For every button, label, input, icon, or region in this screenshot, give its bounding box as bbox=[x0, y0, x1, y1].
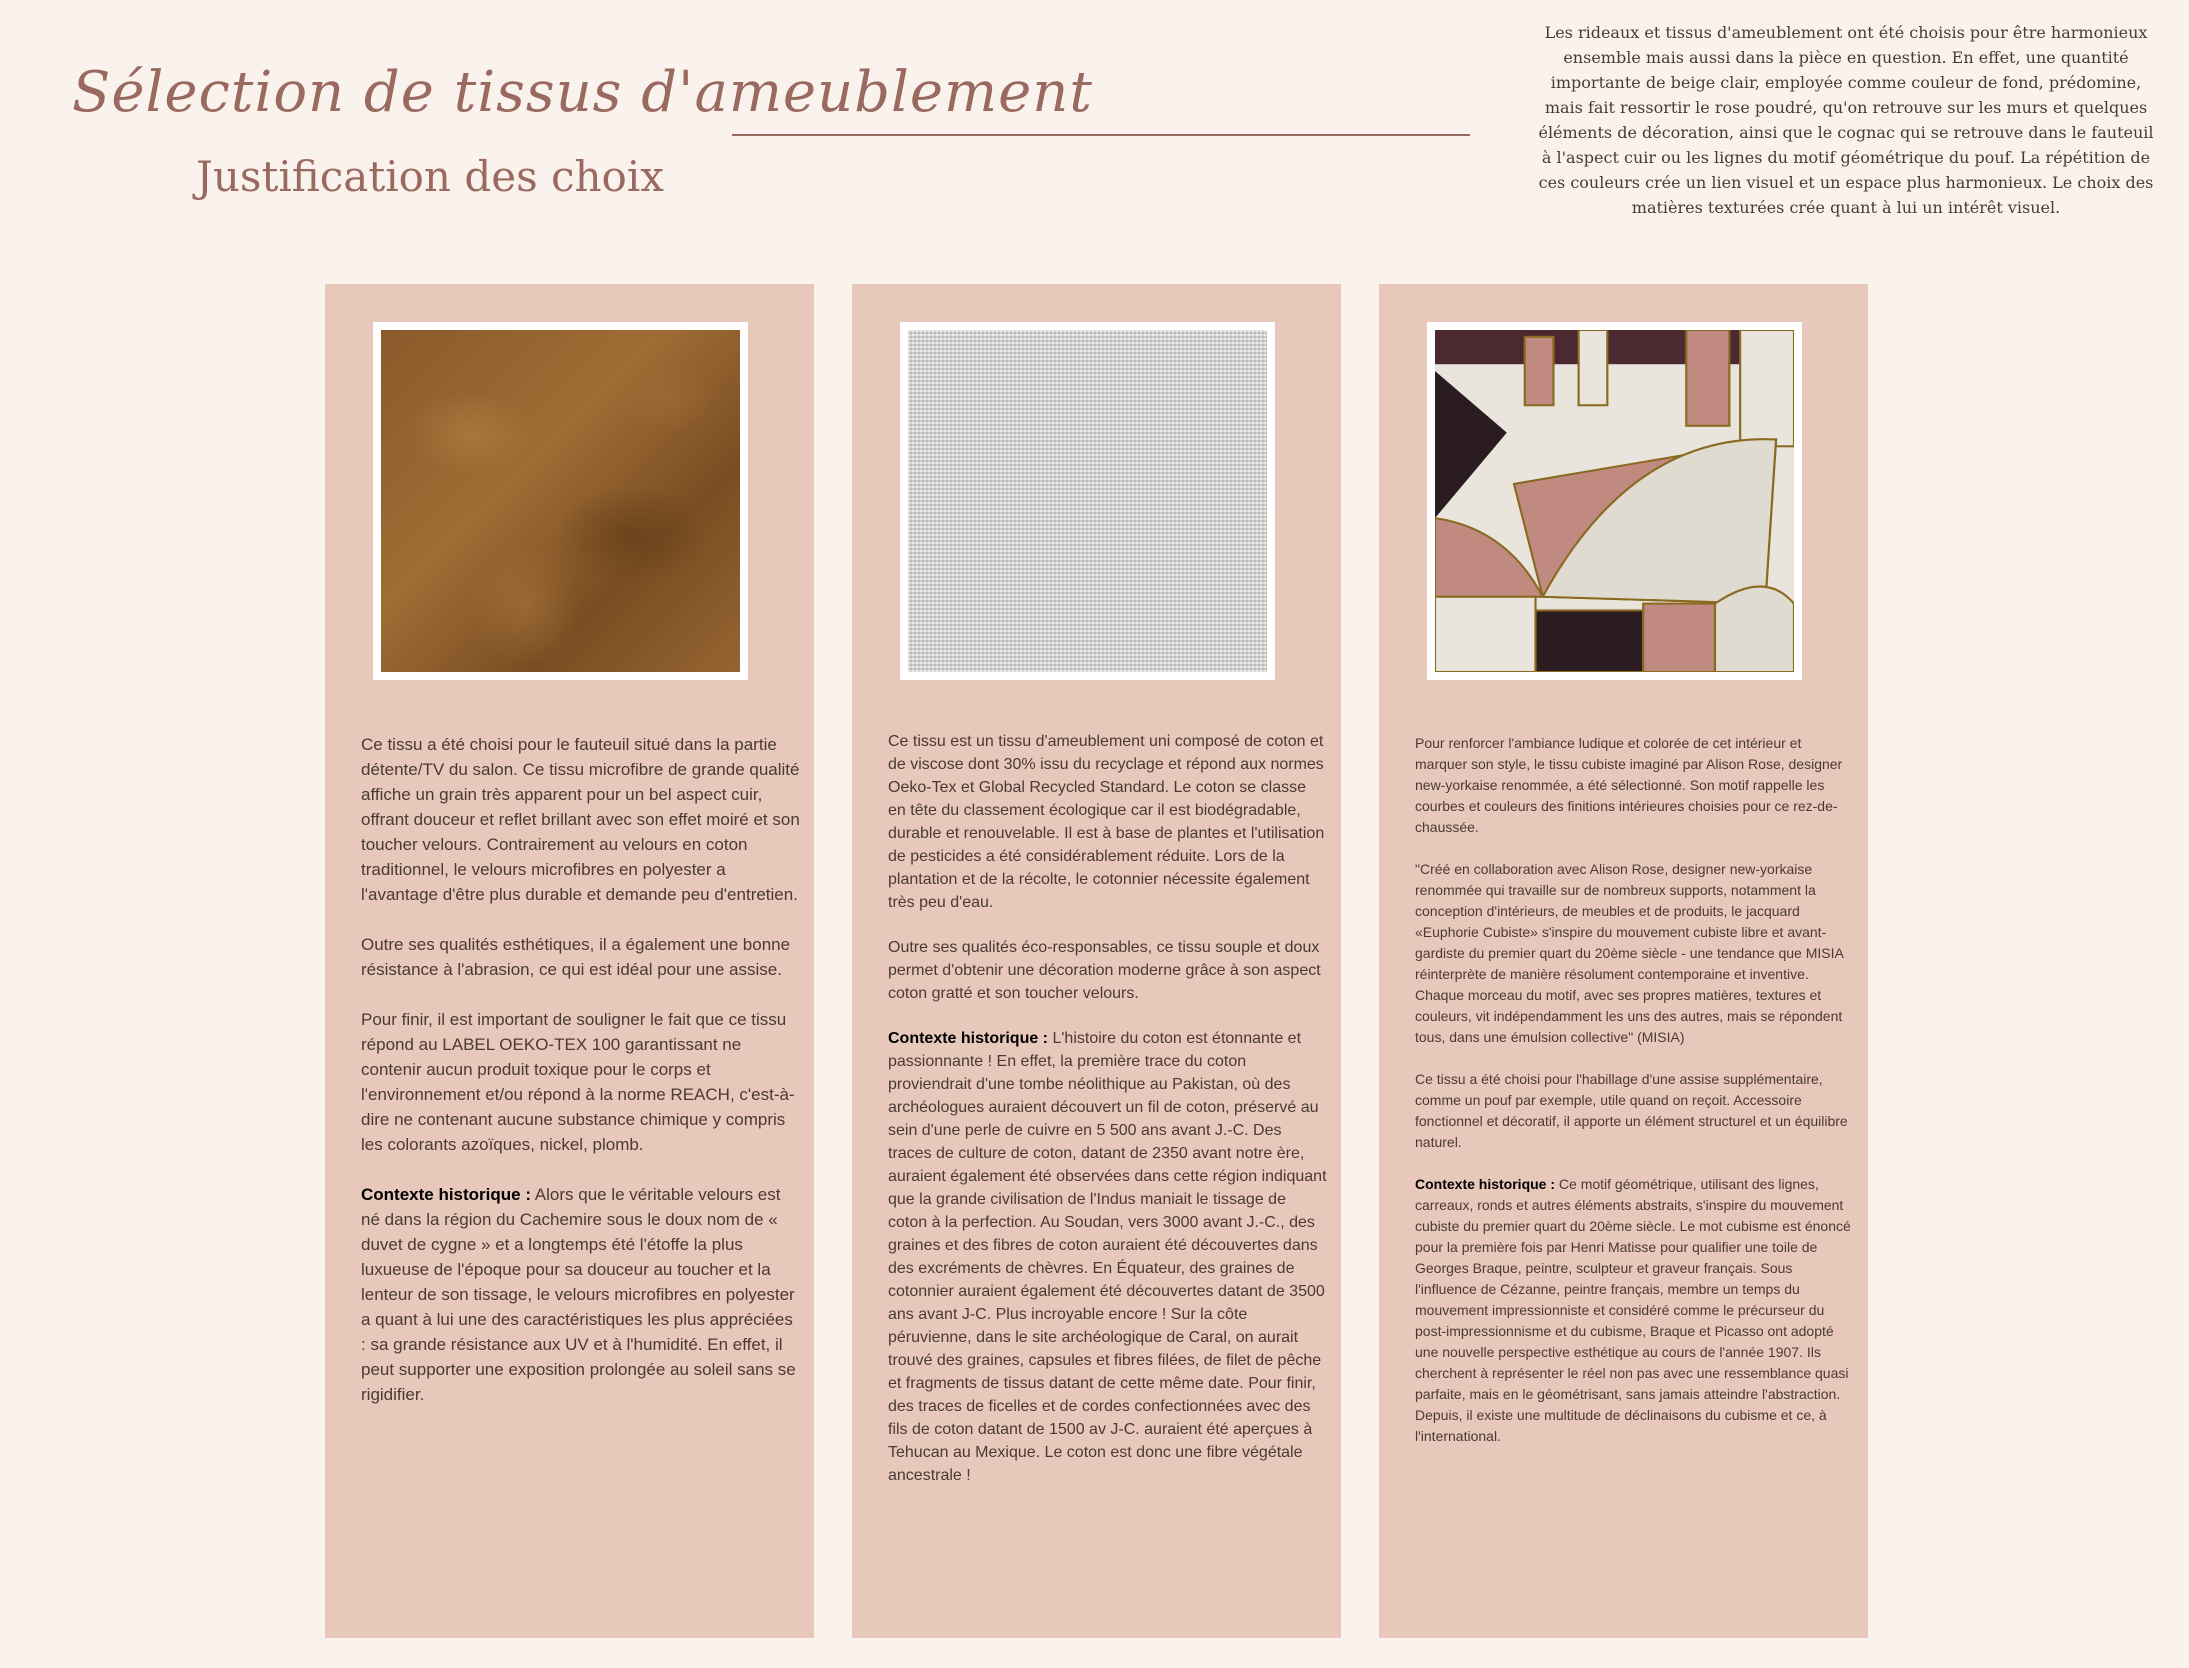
fabric-description-cubist bbox=[1415, 733, 1854, 1468]
history-text: Alors que le véritable velours est né dans la région du Cachemire sous le doux nom de « duvet de cygne » et a longtemps été l'étoffe la plus luxueuse de l'époque pour sa douceur au toucher et la lenteur de son tissage, le velours microfibres en polyester a quant à lui une des caractéristiques les plus appréciées : sa grande résistance aux UV et à l'humidité. En effet, il peut supporter une exposition prolongée au soleil sans se rigidifier. bbox=[361, 1185, 796, 1404]
paragraph: Pour renforcer l'ambiance ludique et colorée de cet intérieur et marquer son style, le tissu cubiste imaginé par Alison Rose, designer new-yorkaise renommée, a été sélectionné. Son motif rappelle les courbes et couleurs des finitions intérieures choisies pour ce rez-de-chaussée. bbox=[1415, 735, 1843, 835]
fabric-description-linen bbox=[888, 730, 1327, 1509]
page-subtitle: Justification des choix bbox=[196, 152, 664, 201]
fabric-description-velvet bbox=[361, 732, 800, 1432]
paragraph: Outre ses qualités éco-responsables, ce tissu souple et doux permet d'obtenir une décoration moderne grâce à son aspect coton gratté et son toucher velours. bbox=[888, 939, 1321, 1002]
velvet-fabric-image bbox=[381, 330, 740, 672]
paragraph: Pour finir, il est important de souligner le fait que ce tissu répond au LABEL OEKO-TEX 100 garantissant ne contenir aucun produit toxique pour le corps et l'environnement et/ou répond à la norme REACH, c'est-à-dire ne contenant aucune substance chimique y compris les colorants azoïques, nickel, plomb. bbox=[361, 1010, 795, 1154]
title-divider bbox=[732, 134, 1470, 136]
paragraph: Ce tissu est un tissu d'ameublement uni composé de coton et de viscose dont 30% issu du recyclage et répond aux normes Oeko-Tex et Global Recycled Standard. Le coton se classe en tête du classement écologique car il est biodégradable, durable et renouvelable. Il est à base de plantes et l'utilisation de pesticides a été considérablement réduite. Lors de la plantation et de la récolte, le cotonnier nécessite également très peu d'eau. bbox=[888, 733, 1325, 911]
fabric-card-cubist bbox=[1379, 284, 1868, 1638]
history-paragraph bbox=[361, 1182, 800, 1407]
paragraph: Outre ses qualités esthétiques, il a également une bonne résistance à l'abrasion, ce qui est idéal pour une assise. bbox=[361, 935, 791, 979]
paragraph: "Créé en collaboration avec Alison Rose, designer new-yorkaise renommée qui travaille sur de nombreux supports, notamment la conception d'intérieurs, de meubles et de produits, le jacquard «Euphorie Cubiste» s'inspire du mouvement cubiste libre et avant-gardiste du premier quart du 20ème siècle - une tendance que MISIA réinterprète de manière résolument contemporaine et inventive. Chaque morceau du motif, avec ses propres matières, textures et couleurs, vit indépendamment les uns des autres, mais se répondent tous, dans une émulsion collective" (MISIA) bbox=[1415, 861, 1844, 1045]
intro-text: Les rideaux et tissus d'ameublement ont été choisis pour être harmonieux ensemble mais aussi dans la pièce en question. En effet, une quantité importante de beige clair, employée comme couleur de fond, prédomine, mais fait ressortir le rose poudré, qu'on retrouve sur les murs et quelques éléments de décoration, ainsi que le cognac qui se retrouve dans le fauteuil à l'aspect cuir ou les lignes du motif géométrique du pouf. La répétition de ces couleurs crée un lien visuel et un espace plus harmonieux. Le choix des matières texturées crée quant à lui un intérêt visuel. bbox=[1538, 23, 2154, 217]
history-label: Contexte historique : bbox=[888, 1030, 1049, 1047]
history-text: L'histoire du coton est étonnante et passionnante ! En effet, la première trace du coton proviendrait d'une tombe néolithique au Pakistan, où des archéologues auraient découvert un fil de coton, préservé au sein d'une perle de cuivre en 5 500 ans avant J.-C. Des traces de culture de coton, datant de 2350 avant notre ère, auraient également été observées dans cette région indiquant que la grande civilisation de l'Indus maniait le tissage de coton à la perfection. Au Soudan, vers 3000 avant J.-C., des graines et des fibres de coton auraient été découvertes dans des excréments de chèvres. En Équateur, des graines de cotonnier auraient également été découvertes datant de 3500 ans avant J-C. Plus incroyable encore ! Sur la côte péruvienne, dans le site archéologique de Caral, on aurait trouvé des graines, capsules et fibres filées, de filet de pêche et fragments de tissus datant de cette même date. Pour finir, des traces de ficelles et de cordes confectionnées avec des fils de coton datant de 1500 av J-C. auraient été aperçues à Tehucan au Mexique. Le coton est donc une fibre végétale ancestrale ! bbox=[888, 1030, 1327, 1484]
history-paragraph bbox=[888, 1027, 1327, 1487]
fabric-card-velvet bbox=[325, 284, 814, 1638]
history-label: Contexte historique : bbox=[361, 1185, 532, 1204]
linen-fabric-image bbox=[908, 330, 1267, 672]
cubist-fabric-image bbox=[1435, 330, 1794, 672]
fabric-swatch-velvet bbox=[373, 322, 748, 680]
fabric-card-linen bbox=[852, 284, 1341, 1638]
history-paragraph bbox=[1415, 1174, 1854, 1447]
fabric-swatch-linen bbox=[900, 322, 1275, 680]
page-title: Sélection de tissus d'ameublement bbox=[72, 60, 1093, 125]
paragraph: Ce tissu a été choisi pour l'habillage d'une assise supplémentaire, comme un pouf par exemple, utile quand on reçoit. Accessoire fonctionnel et décoratif, il apporte un élément structurel et un équilibre naturel. bbox=[1415, 1071, 1848, 1150]
fabric-swatch-cubist bbox=[1427, 322, 1802, 680]
history-text: Ce motif géométrique, utilisant des lignes, carreaux, ronds et autres éléments abstraits, s'inspire du mouvement cubiste du premier quart du 20ème siècle. Le mot cubisme est énoncé pour la première fois par Henri Matisse pour qualifier une toile de Georges Braque, peintre, sculpteur et graveur français. Sous l'influence de Cézanne, peintre français, membre un temps du mouvement impressionniste et considéré comme le précurseur du post-impressionnisme et du cubisme, Braque et Picasso ont adopté une nouvelle perspective esthétique au cours de l'année 1907. Ils cherchent à représenter le réel non pas avec une ressemblance quasi parfaite, mais en le géométrisant, sans jamais atteindre l'abstraction. Depuis, il existe une multitude de déclinaisons du cubisme et ce, à l'international. bbox=[1415, 1176, 1851, 1444]
history-label: Contexte historique : bbox=[1415, 1176, 1556, 1192]
paragraph: Ce tissu a été choisi pour le fauteuil situé dans la partie détente/TV du salon. Ce tissu microfibre de grande qualité affiche un grain très apparent pour un bel aspect cuir, offrant douceur et reflet brillant avec son effet moiré et son toucher velours. Contrairement au velours en coton traditionnel, le velours microfibres en polyester a l'avantage d'être plus durable et demande peu d'entretien. bbox=[361, 735, 800, 904]
